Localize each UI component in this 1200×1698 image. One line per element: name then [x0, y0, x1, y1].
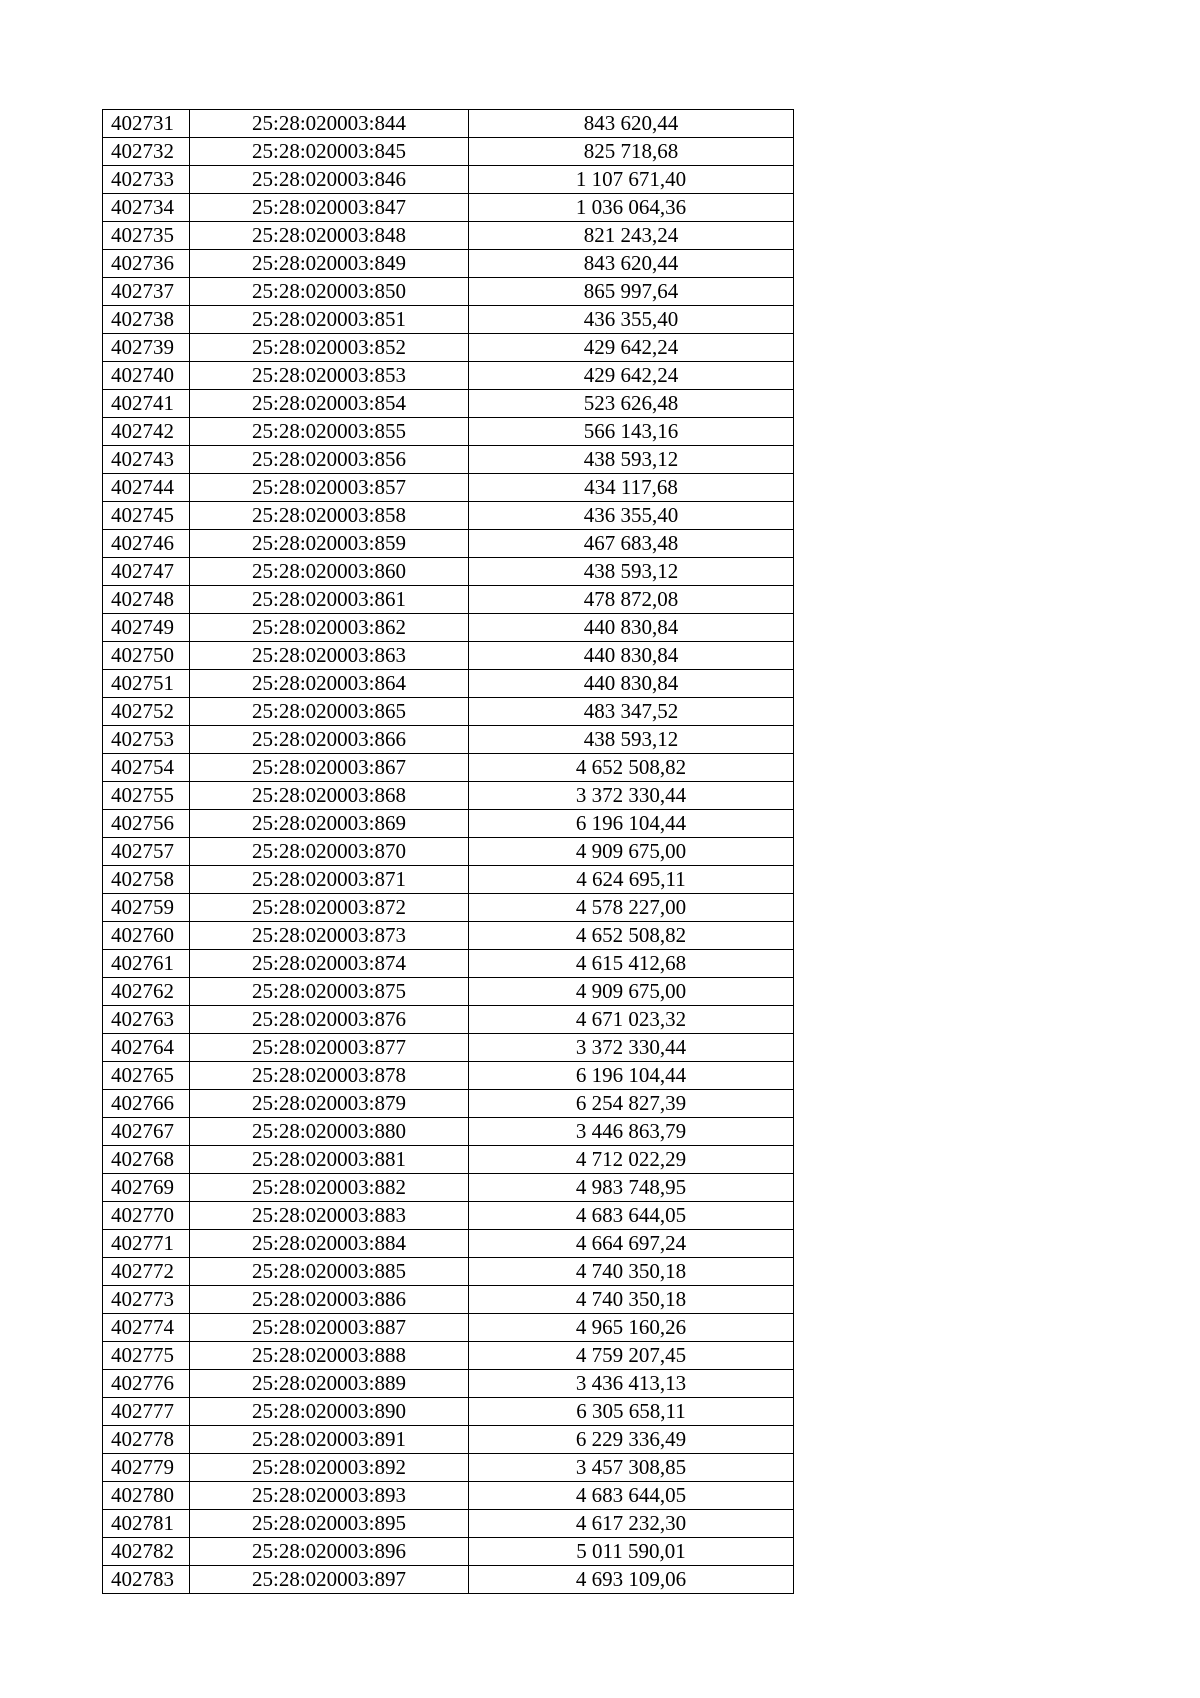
table-row: [103, 1538, 794, 1566]
row-number-cell: 402779: [103, 1454, 190, 1482]
cadastral-value-cell: 438 593,12: [469, 726, 794, 754]
cadastral-value-cell: 4 652 508,82: [469, 922, 794, 950]
table-row: [103, 250, 794, 278]
cadastral-number-cell: 25:28:020003:861: [190, 586, 469, 614]
table-row: [103, 726, 794, 754]
cadastral-number-cell: 25:28:020003:844: [190, 110, 469, 138]
cadastral-number-cell: 25:28:020003:887: [190, 1314, 469, 1342]
cadastral-number-cell: 25:28:020003:869: [190, 810, 469, 838]
table-row: [103, 1566, 794, 1594]
table-row: [103, 362, 794, 390]
cadastral-number-cell: 25:28:020003:855: [190, 418, 469, 446]
cadastral-value-cell: 467 683,48: [469, 530, 794, 558]
cadastral-number-cell: 25:28:020003:880: [190, 1118, 469, 1146]
table-row: [103, 1062, 794, 1090]
cadastral-number-cell: 25:28:020003:854: [190, 390, 469, 418]
cadastral-value-cell: 825 718,68: [469, 138, 794, 166]
table-row: [103, 1342, 794, 1370]
table-row: [103, 1146, 794, 1174]
cadastral-value-cell: 440 830,84: [469, 670, 794, 698]
cadastral-number-cell: 25:28:020003:890: [190, 1398, 469, 1426]
row-number-cell: 402758: [103, 866, 190, 894]
table-row: [103, 1090, 794, 1118]
cadastral-value-cell: 6 254 827,39: [469, 1090, 794, 1118]
table-row: [103, 810, 794, 838]
cadastral-value-cell: 843 620,44: [469, 250, 794, 278]
table-row: [103, 866, 794, 894]
table-row: [103, 194, 794, 222]
cadastral-number-cell: 25:28:020003:888: [190, 1342, 469, 1370]
table-row: [103, 278, 794, 306]
table-row: [103, 894, 794, 922]
table-row: [103, 474, 794, 502]
cadastral-value-cell: 4 578 227,00: [469, 894, 794, 922]
cadastral-number-cell: 25:28:020003:891: [190, 1426, 469, 1454]
table-row: [103, 1034, 794, 1062]
cadastral-value-cell: 4 983 748,95: [469, 1174, 794, 1202]
cadastral-number-cell: 25:28:020003:847: [190, 194, 469, 222]
cadastral-value-cell: 4 740 350,18: [469, 1258, 794, 1286]
cadastral-number-cell: 25:28:020003:864: [190, 670, 469, 698]
table-row: [103, 1286, 794, 1314]
row-number-cell: 402764: [103, 1034, 190, 1062]
cadastral-number-cell: 25:28:020003:853: [190, 362, 469, 390]
row-number-cell: 402774: [103, 1314, 190, 1342]
cadastral-value-cell: 440 830,84: [469, 642, 794, 670]
table-row: [103, 838, 794, 866]
row-number-cell: 402740: [103, 362, 190, 390]
cadastral-value-cell: 4 909 675,00: [469, 838, 794, 866]
row-number-cell: 402739: [103, 334, 190, 362]
cadastral-number-cell: 25:28:020003:857: [190, 474, 469, 502]
table-row: [103, 670, 794, 698]
row-number-cell: 402753: [103, 726, 190, 754]
cadastral-value-cell: 483 347,52: [469, 698, 794, 726]
table-row: [103, 950, 794, 978]
cadastral-value-cell: 436 355,40: [469, 502, 794, 530]
cadastral-number-cell: 25:28:020003:882: [190, 1174, 469, 1202]
row-number-cell: 402766: [103, 1090, 190, 1118]
cadastral-value-cell: 6 229 336,49: [469, 1426, 794, 1454]
cadastral-value-cell: 865 997,64: [469, 278, 794, 306]
table-row: [103, 166, 794, 194]
cadastral-value-cell: 429 642,24: [469, 362, 794, 390]
cadastral-number-cell: 25:28:020003:871: [190, 866, 469, 894]
row-number-cell: 402770: [103, 1202, 190, 1230]
row-number-cell: 402749: [103, 614, 190, 642]
cadastral-value-cell: 6 305 658,11: [469, 1398, 794, 1426]
row-number-cell: 402768: [103, 1146, 190, 1174]
row-number-cell: 402732: [103, 138, 190, 166]
cadastral-value-cell: 3 372 330,44: [469, 782, 794, 810]
cadastral-value-cell: 4 965 160,26: [469, 1314, 794, 1342]
table-row: [103, 1482, 794, 1510]
cadastral-value-cell: 440 830,84: [469, 614, 794, 642]
row-number-cell: 402776: [103, 1370, 190, 1398]
row-number-cell: 402744: [103, 474, 190, 502]
cadastral-number-cell: 25:28:020003:883: [190, 1202, 469, 1230]
cadastral-value-cell: 434 117,68: [469, 474, 794, 502]
table-row: [103, 334, 794, 362]
cadastral-value-cell: 3 436 413,13: [469, 1370, 794, 1398]
cadastral-number-cell: 25:28:020003:870: [190, 838, 469, 866]
row-number-cell: 402777: [103, 1398, 190, 1426]
cadastral-number-cell: 25:28:020003:846: [190, 166, 469, 194]
cadastral-number-cell: 25:28:020003:858: [190, 502, 469, 530]
cadastral-number-cell: 25:28:020003:872: [190, 894, 469, 922]
table-row: [103, 558, 794, 586]
row-number-cell: 402752: [103, 698, 190, 726]
row-number-cell: 402778: [103, 1426, 190, 1454]
cadastral-value-cell: 5 011 590,01: [469, 1538, 794, 1566]
cadastral-number-cell: 25:28:020003:879: [190, 1090, 469, 1118]
row-number-cell: 402771: [103, 1230, 190, 1258]
table-row: [103, 1006, 794, 1034]
cadastral-number-cell: 25:28:020003:886: [190, 1286, 469, 1314]
cadastral-number-cell: 25:28:020003:895: [190, 1510, 469, 1538]
row-number-cell: 402742: [103, 418, 190, 446]
table-row: [103, 586, 794, 614]
table-row: [103, 530, 794, 558]
cadastral-value-cell: 4 712 022,29: [469, 1146, 794, 1174]
cadastral-value-cell: 438 593,12: [469, 446, 794, 474]
row-number-cell: 402736: [103, 250, 190, 278]
row-number-cell: 402775: [103, 1342, 190, 1370]
cadastral-number-cell: 25:28:020003:889: [190, 1370, 469, 1398]
row-number-cell: 402756: [103, 810, 190, 838]
table-row: [103, 390, 794, 418]
cadastral-value-cell: 4 664 697,24: [469, 1230, 794, 1258]
cadastral-value-cell: 478 872,08: [469, 586, 794, 614]
row-number-cell: 402743: [103, 446, 190, 474]
row-number-cell: 402747: [103, 558, 190, 586]
cadastral-number-cell: 25:28:020003:859: [190, 530, 469, 558]
row-number-cell: 402748: [103, 586, 190, 614]
cadastral-value-cell: 523 626,48: [469, 390, 794, 418]
cadastral-number-cell: 25:28:020003:863: [190, 642, 469, 670]
cadastral-number-cell: 25:28:020003:866: [190, 726, 469, 754]
table-row: [103, 502, 794, 530]
cadastral-value-cell: 3 446 863,79: [469, 1118, 794, 1146]
table-row: [103, 138, 794, 166]
cadastral-value-cell: 843 620,44: [469, 110, 794, 138]
cadastral-value-cell: 4 740 350,18: [469, 1286, 794, 1314]
table-row: [103, 614, 794, 642]
cadastral-number-cell: 25:28:020003:849: [190, 250, 469, 278]
cadastral-value-cell: 4 759 207,45: [469, 1342, 794, 1370]
table-row: [103, 1258, 794, 1286]
cadastral-number-cell: 25:28:020003:851: [190, 306, 469, 334]
cadastral-number-cell: 25:28:020003:860: [190, 558, 469, 586]
row-number-cell: 402783: [103, 1566, 190, 1594]
row-number-cell: 402762: [103, 978, 190, 1006]
table-row: [103, 110, 794, 138]
table-row: [103, 306, 794, 334]
cadastral-number-cell: 25:28:020003:868: [190, 782, 469, 810]
row-number-cell: 402757: [103, 838, 190, 866]
cadastral-number-cell: 25:28:020003:867: [190, 754, 469, 782]
cadastral-value-cell: 4 617 232,30: [469, 1510, 794, 1538]
cadastral-number-cell: 25:28:020003:881: [190, 1146, 469, 1174]
row-number-cell: 402751: [103, 670, 190, 698]
table-row: [103, 1202, 794, 1230]
row-number-cell: 402738: [103, 306, 190, 334]
cadastral-number-cell: 25:28:020003:876: [190, 1006, 469, 1034]
cadastral-value-cell: 4 683 644,05: [469, 1482, 794, 1510]
row-number-cell: 402765: [103, 1062, 190, 1090]
row-number-cell: 402745: [103, 502, 190, 530]
cadastral-number-cell: 25:28:020003:873: [190, 922, 469, 950]
row-number-cell: 402759: [103, 894, 190, 922]
cadastral-value-cell: 6 196 104,44: [469, 810, 794, 838]
table-row: [103, 1370, 794, 1398]
table-row: [103, 978, 794, 1006]
row-number-cell: 402734: [103, 194, 190, 222]
row-number-cell: 402754: [103, 754, 190, 782]
row-number-cell: 402773: [103, 1286, 190, 1314]
row-number-cell: 402755: [103, 782, 190, 810]
cadastral-number-cell: 25:28:020003:874: [190, 950, 469, 978]
table-row: [103, 1426, 794, 1454]
table-row: [103, 642, 794, 670]
cadastral-number-cell: 25:28:020003:856: [190, 446, 469, 474]
cadastral-value-cell: 1 107 671,40: [469, 166, 794, 194]
cadastral-number-cell: 25:28:020003:865: [190, 698, 469, 726]
row-number-cell: 402763: [103, 1006, 190, 1034]
cadastral-number-cell: 25:28:020003:885: [190, 1258, 469, 1286]
row-number-cell: 402733: [103, 166, 190, 194]
row-number-cell: 402780: [103, 1482, 190, 1510]
cadastral-value-cell: 4 909 675,00: [469, 978, 794, 1006]
cadastral-value-cell: 4 624 695,11: [469, 866, 794, 894]
row-number-cell: 402782: [103, 1538, 190, 1566]
cadastral-value-cell: 1 036 064,36: [469, 194, 794, 222]
cadastral-number-cell: 25:28:020003:850: [190, 278, 469, 306]
cadastral-number-cell: 25:28:020003:877: [190, 1034, 469, 1062]
table-row: [103, 1510, 794, 1538]
cadastral-value-cell: 821 243,24: [469, 222, 794, 250]
table-row: [103, 1118, 794, 1146]
cadastral-number-cell: 25:28:020003:852: [190, 334, 469, 362]
cadastral-value-cell: 4 683 644,05: [469, 1202, 794, 1230]
cadastral-value-cell: 4 693 109,06: [469, 1566, 794, 1594]
table-row: [103, 446, 794, 474]
cadastral-value-cell: 429 642,24: [469, 334, 794, 362]
table-row: [103, 1230, 794, 1258]
cadastral-number-cell: 25:28:020003:884: [190, 1230, 469, 1258]
cadastral-number-cell: 25:28:020003:845: [190, 138, 469, 166]
row-number-cell: 402760: [103, 922, 190, 950]
table-row: [103, 698, 794, 726]
table-row: [103, 782, 794, 810]
cadastral-value-cell: 4 615 412,68: [469, 950, 794, 978]
cadastral-value-cell: 6 196 104,44: [469, 1062, 794, 1090]
table-row: [103, 418, 794, 446]
cadastral-number-cell: 25:28:020003:875: [190, 978, 469, 1006]
cadastral-value-cell: 436 355,40: [469, 306, 794, 334]
cadastral-number-cell: 25:28:020003:848: [190, 222, 469, 250]
row-number-cell: 402772: [103, 1258, 190, 1286]
table-row: [103, 1454, 794, 1482]
cadastral-value-cell: 438 593,12: [469, 558, 794, 586]
table-body: [103, 110, 794, 1594]
cadastral-value-cell: 3 457 308,85: [469, 1454, 794, 1482]
table-row: [103, 1398, 794, 1426]
cadastral-value-cell: 566 143,16: [469, 418, 794, 446]
table-row: [103, 1314, 794, 1342]
row-number-cell: 402781: [103, 1510, 190, 1538]
cadastral-number-cell: 25:28:020003:896: [190, 1538, 469, 1566]
table-row: [103, 1174, 794, 1202]
table-row: [103, 754, 794, 782]
cadastral-value-cell: 4 671 023,32: [469, 1006, 794, 1034]
row-number-cell: 402731: [103, 110, 190, 138]
table-row: [103, 222, 794, 250]
row-number-cell: 402746: [103, 530, 190, 558]
cadastral-number-cell: 25:28:020003:892: [190, 1454, 469, 1482]
cadastral-value-cell: 3 372 330,44: [469, 1034, 794, 1062]
cadastral-number-cell: 25:28:020003:893: [190, 1482, 469, 1510]
cadastral-value-table: [102, 109, 794, 1594]
row-number-cell: 402761: [103, 950, 190, 978]
table-row: [103, 922, 794, 950]
row-number-cell: 402735: [103, 222, 190, 250]
cadastral-number-cell: 25:28:020003:862: [190, 614, 469, 642]
row-number-cell: 402737: [103, 278, 190, 306]
cadastral-number-cell: 25:28:020003:897: [190, 1566, 469, 1594]
row-number-cell: 402769: [103, 1174, 190, 1202]
row-number-cell: 402750: [103, 642, 190, 670]
cadastral-number-cell: 25:28:020003:878: [190, 1062, 469, 1090]
row-number-cell: 402767: [103, 1118, 190, 1146]
row-number-cell: 402741: [103, 390, 190, 418]
cadastral-value-cell: 4 652 508,82: [469, 754, 794, 782]
